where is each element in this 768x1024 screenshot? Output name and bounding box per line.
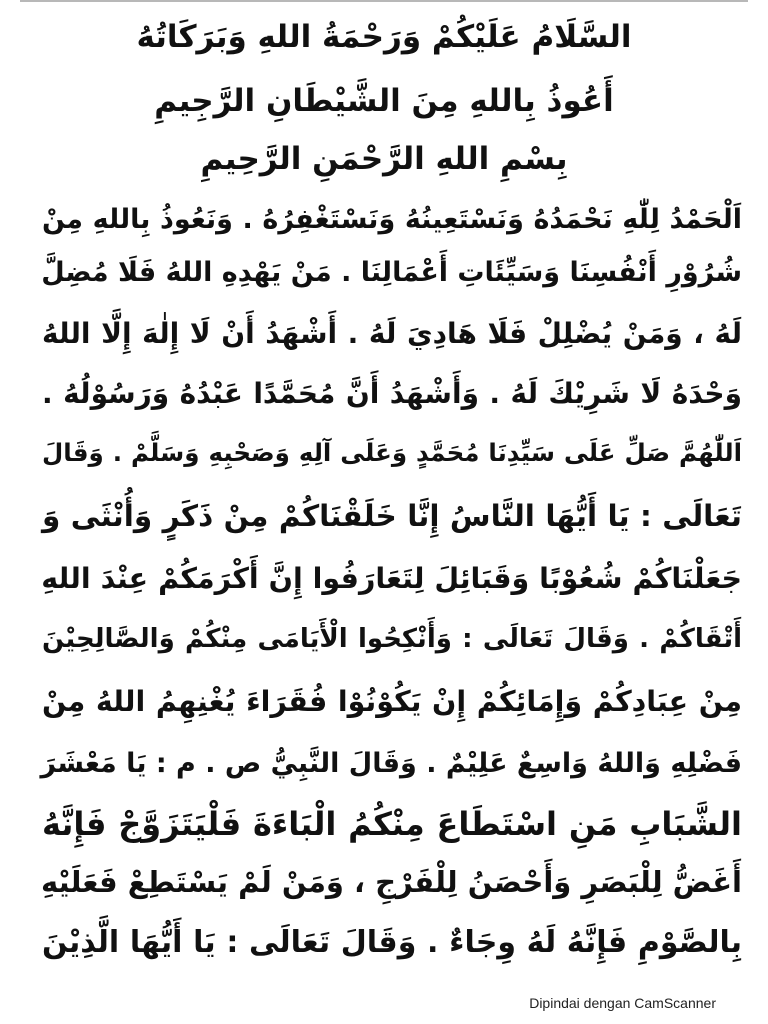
taawudz-heading: أَعُوذُ بِاللهِ مِنَ الشَّيْطَانِ الرَّجِيمِ xyxy=(154,83,614,119)
text-line-13: بِالصَّوْمِ فَإِنَّهُ لَهُ وِجَاءٌ . وَقَالَ تَعَالَى : يَا أَيُّهَا الَّذِيْنَ xyxy=(42,925,742,960)
greeting-heading: السَّلَامُ عَلَيْكُمْ وَرَحْمَةُ اللهِ وَبَرَكَاتُهُ xyxy=(136,19,632,55)
text-line-3: لَهُ ، وَمَنْ يُضْلِلْ فَلَا هَادِيَ لَهُ . أَشْهَدُ أَنْ لَا إِلٰهَ إِلَّا اللهُ xyxy=(42,317,742,350)
text-line-9: مِنْ عِبَادِكُمْ وَإِمَائِكُمْ إِنْ يَكُوْنُوْا فُقَرَاءَ يُغْنِهِمُ اللهُ مِنْ xyxy=(42,685,742,718)
text-line-8: أَتْقَاكُمْ . وَقَالَ تَعَالَى : وَأَنْكِحُوا الْأَيَامَى مِنْكُمْ وَالصَّالِحِيْنَ xyxy=(42,624,742,654)
text-line-2: شُرُوْرِ أَنْفُسِنَا وَسَيِّئَاتِ أَعْمَالِنَا . مَنْ يَهْدِهِ اللهُ فَلَا مُضِلَّ xyxy=(41,257,742,288)
text-line-12: أَغَضُّ لِلْبَصَرِ وَأَحْصَنُ لِلْفَرْجِ ، وَمَنْ لَمْ يَسْتَطِعْ فَعَلَيْهِ xyxy=(41,865,742,899)
basmalah-heading: بِسْمِ اللهِ الرَّحْمَنِ الرَّحِيمِ xyxy=(200,141,568,177)
text-line-6: تَعَالَى : يَا أَيُّهَا النَّاسُ إِنَّا خَلَقْنَاكُمْ مِنْ ذَكَرٍ وَأُنْثَى وَ xyxy=(42,499,742,533)
text-line-11: الشَّبَابِ مَنِ اسْتَطَاعَ مِنْكُمُ الْبَاءَةَ فَلْيَتَزَوَّجْ فَإِنَّهُ xyxy=(42,805,742,843)
text-line-5: اَللّٰهُمَّ صَلِّ عَلَى سَيِّدِنَا مُحَمَّدٍ وَعَلَى آلِهِ وَصَحْبِهِ وَسَلَّمْ . وَقَالَ xyxy=(42,438,742,467)
text-line-7: جَعَلْنَاكُمْ شُعُوْبًا وَقَبَائِلَ لِتَعَارَفُوا إِنَّ أَكْرَمَكُمْ عِنْدَ اللهِ xyxy=(41,562,742,595)
top-divider xyxy=(20,0,748,2)
text-line-4: وَحْدَهُ لَا شَرِيْكَ لَهُ . وَأَشْهَدُ أَنَّ مُحَمَّدًا عَبْدُهُ وَرَسُوْلُهُ . xyxy=(42,377,742,410)
camscanner-watermark: Dipindai dengan CamScanner xyxy=(529,995,716,1011)
text-line-10: فَضْلِهِ وَاللهُ وَاسِعٌ عَلِيْمٌ . وَقَالَ النَّبِيُّ ص . م : يَا مَعْشَرَ xyxy=(40,748,742,779)
text-line-1: اَلْحَمْدُ لِلّٰهِ نَحْمَدُهُ وَنَسْتَعِينُهُ وَنَسْتَغْفِرُهُ . وَنَعُوذُ بِاللهِ مِنْ xyxy=(42,204,742,235)
